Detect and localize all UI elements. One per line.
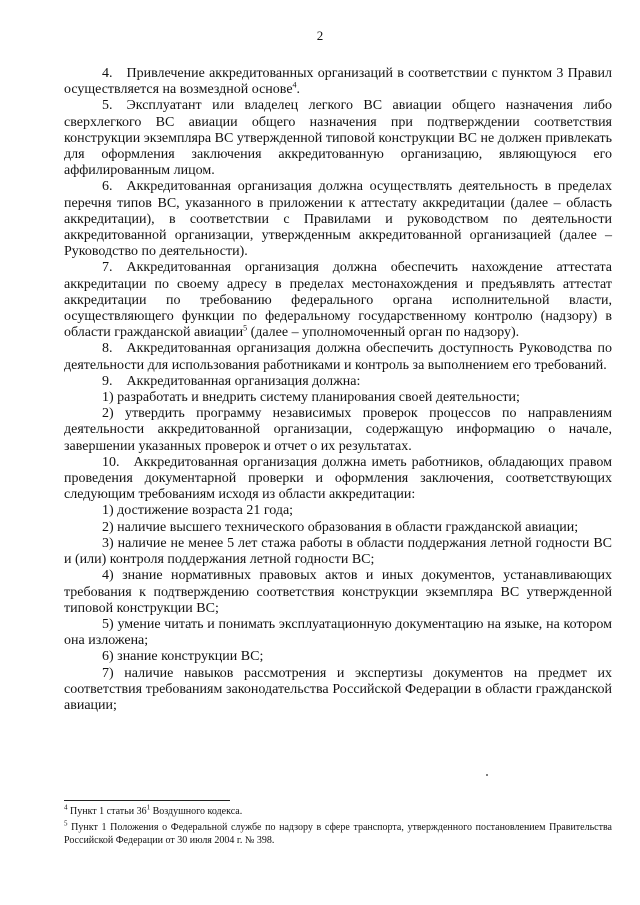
paragraph-6: 6. Аккредитованная организация должна осуществлять деятельность в пределах перечня типов ВС, указанного в приложении к аттестату аккредитации (далее – область аккредитации), в соответствии с Правилами и руководством по деятельности аккредитованной организации, утвержденным аккредитованной организацией (далее – Руководство по деятельности). — [64, 179, 612, 260]
paragraph-4: 4. Привлечение аккредитованных организаций в соответствии с пунктом 3 Правил осуществляется на возмездной основе$^4$. — [64, 66, 612, 98]
paragraph-8: 8. Аккредитованная организация должна обеспечить доступность Руководства по деятельности для использования работниками и контроль за выполнением его требований. — [64, 341, 612, 373]
footnote-5: $^5$ Пункт 1 Положения о Федеральной службе по надзору в сфере транспорта, утвержденного постановлением Правительства Российской Федерации от 30 июля 2004 г. № 398. — [64, 819, 612, 846]
list-item-10-2: 2) наличие высшего технического образования в области гражданской авиации; — [102, 519, 579, 535]
paragraph-9: 9. Аккредитованная организация должна: — [102, 373, 361, 389]
footnote-divider — [64, 800, 230, 801]
document-body — [64, 66, 612, 714]
page-number: 2 — [316, 28, 324, 43]
list-item-10-3: 3) наличие не менее 5 лет стажа работы в области поддержания летной годности ВС и (или) контроля поддержания летной годности ВС; — [64, 535, 612, 568]
footnote-ref-5: 5 — [243, 323, 248, 333]
footnote-ref-4: 4 — [292, 80, 297, 90]
paragraph-10: 10. Аккредитованная организация должна иметь работников, обладающих правом проведения документарной проверки и оформления заключения, соответствующих следующим требованиям исходя из области аккредитации: — [64, 454, 612, 503]
list-item-10-1: 1) достижение возраста 21 года; — [102, 503, 294, 519]
list-item-9-2: 2) утвердить программу независимых проверок процессов по направлениям деятельности аккредитованной организации, содержащую информацию о начале, завершении указанных проверок и отчет о их результатах. — [64, 406, 612, 454]
list-item-10-4: 4) знание нормативных правовых актов и иных документов, устанавливающих требования к подтверждению соответствия конструкции экземпляра ВС утвержденной типовой конструкции ВС; — [64, 568, 612, 616]
list-item-10-6: 6) знание конструкции ВС; — [102, 649, 264, 665]
list-item-9-1: 1) разработать и внедрить систему планирования своей деятельности; — [102, 390, 520, 406]
paragraph-5: 5. Эксплуатант или владелец легкого ВС авиации общего назначения либо сверхлегкого ВС авиации общего назначения при подтверждении соответствия конструкции экземпляра ВС утвержденной типовой конструкции ВС не должен привлекать для оформления заключения аккредитованную организацию, являющуюся его аффилированным лицом. — [64, 98, 612, 179]
footnote-4: $^4$ Пункт 1 статьи $36^1$ Воздушного кодекса. — [64, 803, 243, 817]
footnotes — [64, 805, 612, 850]
scan-speck — [486, 774, 488, 776]
paragraph-7: 7. Аккредитованная организация должна обеспечить нахождение аттестата аккредитации по своему адресу в пределах местонахождения и предъявлять аттестат аккредитации по требованию федерального органа исполнительной власти, осуществляющего функции по федеральному государственному контролю (надзору) в области гражданской авиации$^5$ (далее – уполномоченный орган по надзору). — [64, 260, 612, 341]
list-item-10-5: 5) умение читать и понимать эксплуатационную документацию на языке, на котором она изложена; — [64, 616, 612, 649]
list-item-10-7: 7) наличие навыков рассмотрения и экспертизы документов на предмет их соответствия требованиям законодательства Российской Федерации в области гражданской авиации; — [64, 665, 612, 713]
